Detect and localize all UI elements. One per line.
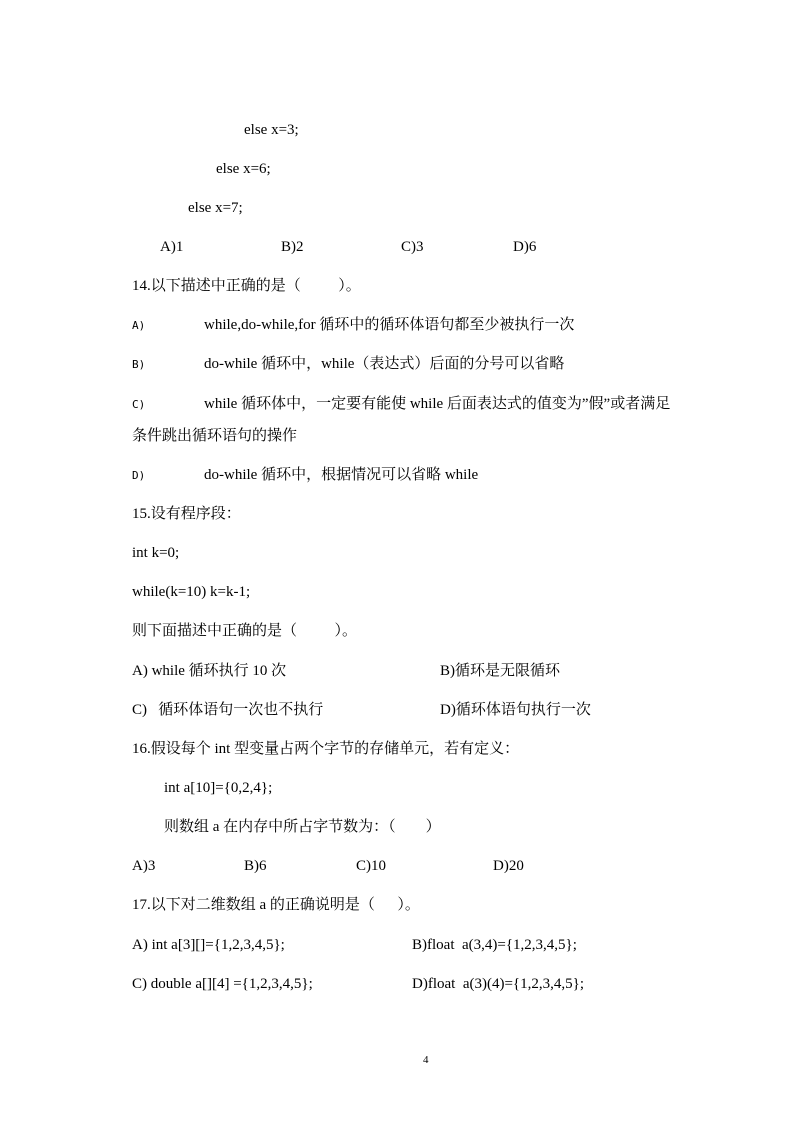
- question-ask: 则数组 a 在内存中所占字节数为：（ ）: [164, 819, 441, 835]
- option: A)1: [160, 239, 184, 255]
- question-stem: 17.以下对二维数组 a 的正确说明是（ ）。: [132, 897, 420, 913]
- code-line: int k=0;: [132, 545, 180, 561]
- option-text-continued: 条件跳出循环语句的操作: [132, 428, 298, 444]
- code-line: else x=6;: [216, 161, 271, 177]
- code-line: else x=7;: [188, 200, 243, 216]
- option-text: while 循环体中，一定要有能使 while 后面表达式的值变为”假”或者满足: [204, 396, 671, 412]
- option-text: while,do-while,for 循环中的循环体语句都至少被执行一次: [204, 317, 575, 333]
- option: A) int a[3][]={1,2,3,4,5};: [132, 937, 285, 953]
- option: D)float a(3)(4)={1,2,3,4,5};: [412, 976, 584, 992]
- option: C)3: [401, 239, 424, 255]
- option-letter: A): [132, 319, 146, 332]
- option: B)2: [281, 239, 304, 255]
- option: B)float a(3,4)={1,2,3,4,5};: [412, 937, 577, 953]
- option: B)6: [244, 858, 267, 874]
- option: C) 循环体语句一次也不执行: [132, 702, 324, 718]
- option-text: do-while 循环中，while（表达式）后面的分号可以省略: [204, 356, 565, 372]
- code-line: while(k=10) k=k-1;: [132, 584, 251, 600]
- option: D)6: [513, 239, 537, 255]
- code-line: int a[10]={0,2,4};: [164, 780, 273, 796]
- option: A) while 循环执行 10 次: [132, 663, 287, 679]
- question-stem: 15.设有程序段：: [132, 506, 241, 522]
- option: D)20: [493, 858, 524, 874]
- code-line: else x=3;: [244, 122, 299, 138]
- question-stem: 16.假设每个 int 型变量占两个字节的存储单元，若有定义：: [132, 741, 520, 757]
- option-letter: C): [132, 398, 146, 411]
- option: B)循环是无限循环: [440, 663, 561, 679]
- option: C)10: [356, 858, 386, 874]
- question-stem: 14.以下描述中正确的是（ ）。: [132, 278, 361, 294]
- option: D)循环体语句执行一次: [440, 702, 591, 718]
- option-letter: D): [132, 469, 146, 482]
- question-ask: 则下面描述中正确的是（ ）。: [132, 623, 358, 639]
- page-number: 4: [423, 1054, 429, 1066]
- option-text: do-while 循环中，根据情况可以省略 while: [204, 467, 479, 483]
- option-letter: B): [132, 358, 146, 371]
- option: A)3: [132, 858, 156, 874]
- option: C) double a[][4] ={1,2,3,4,5};: [132, 976, 313, 992]
